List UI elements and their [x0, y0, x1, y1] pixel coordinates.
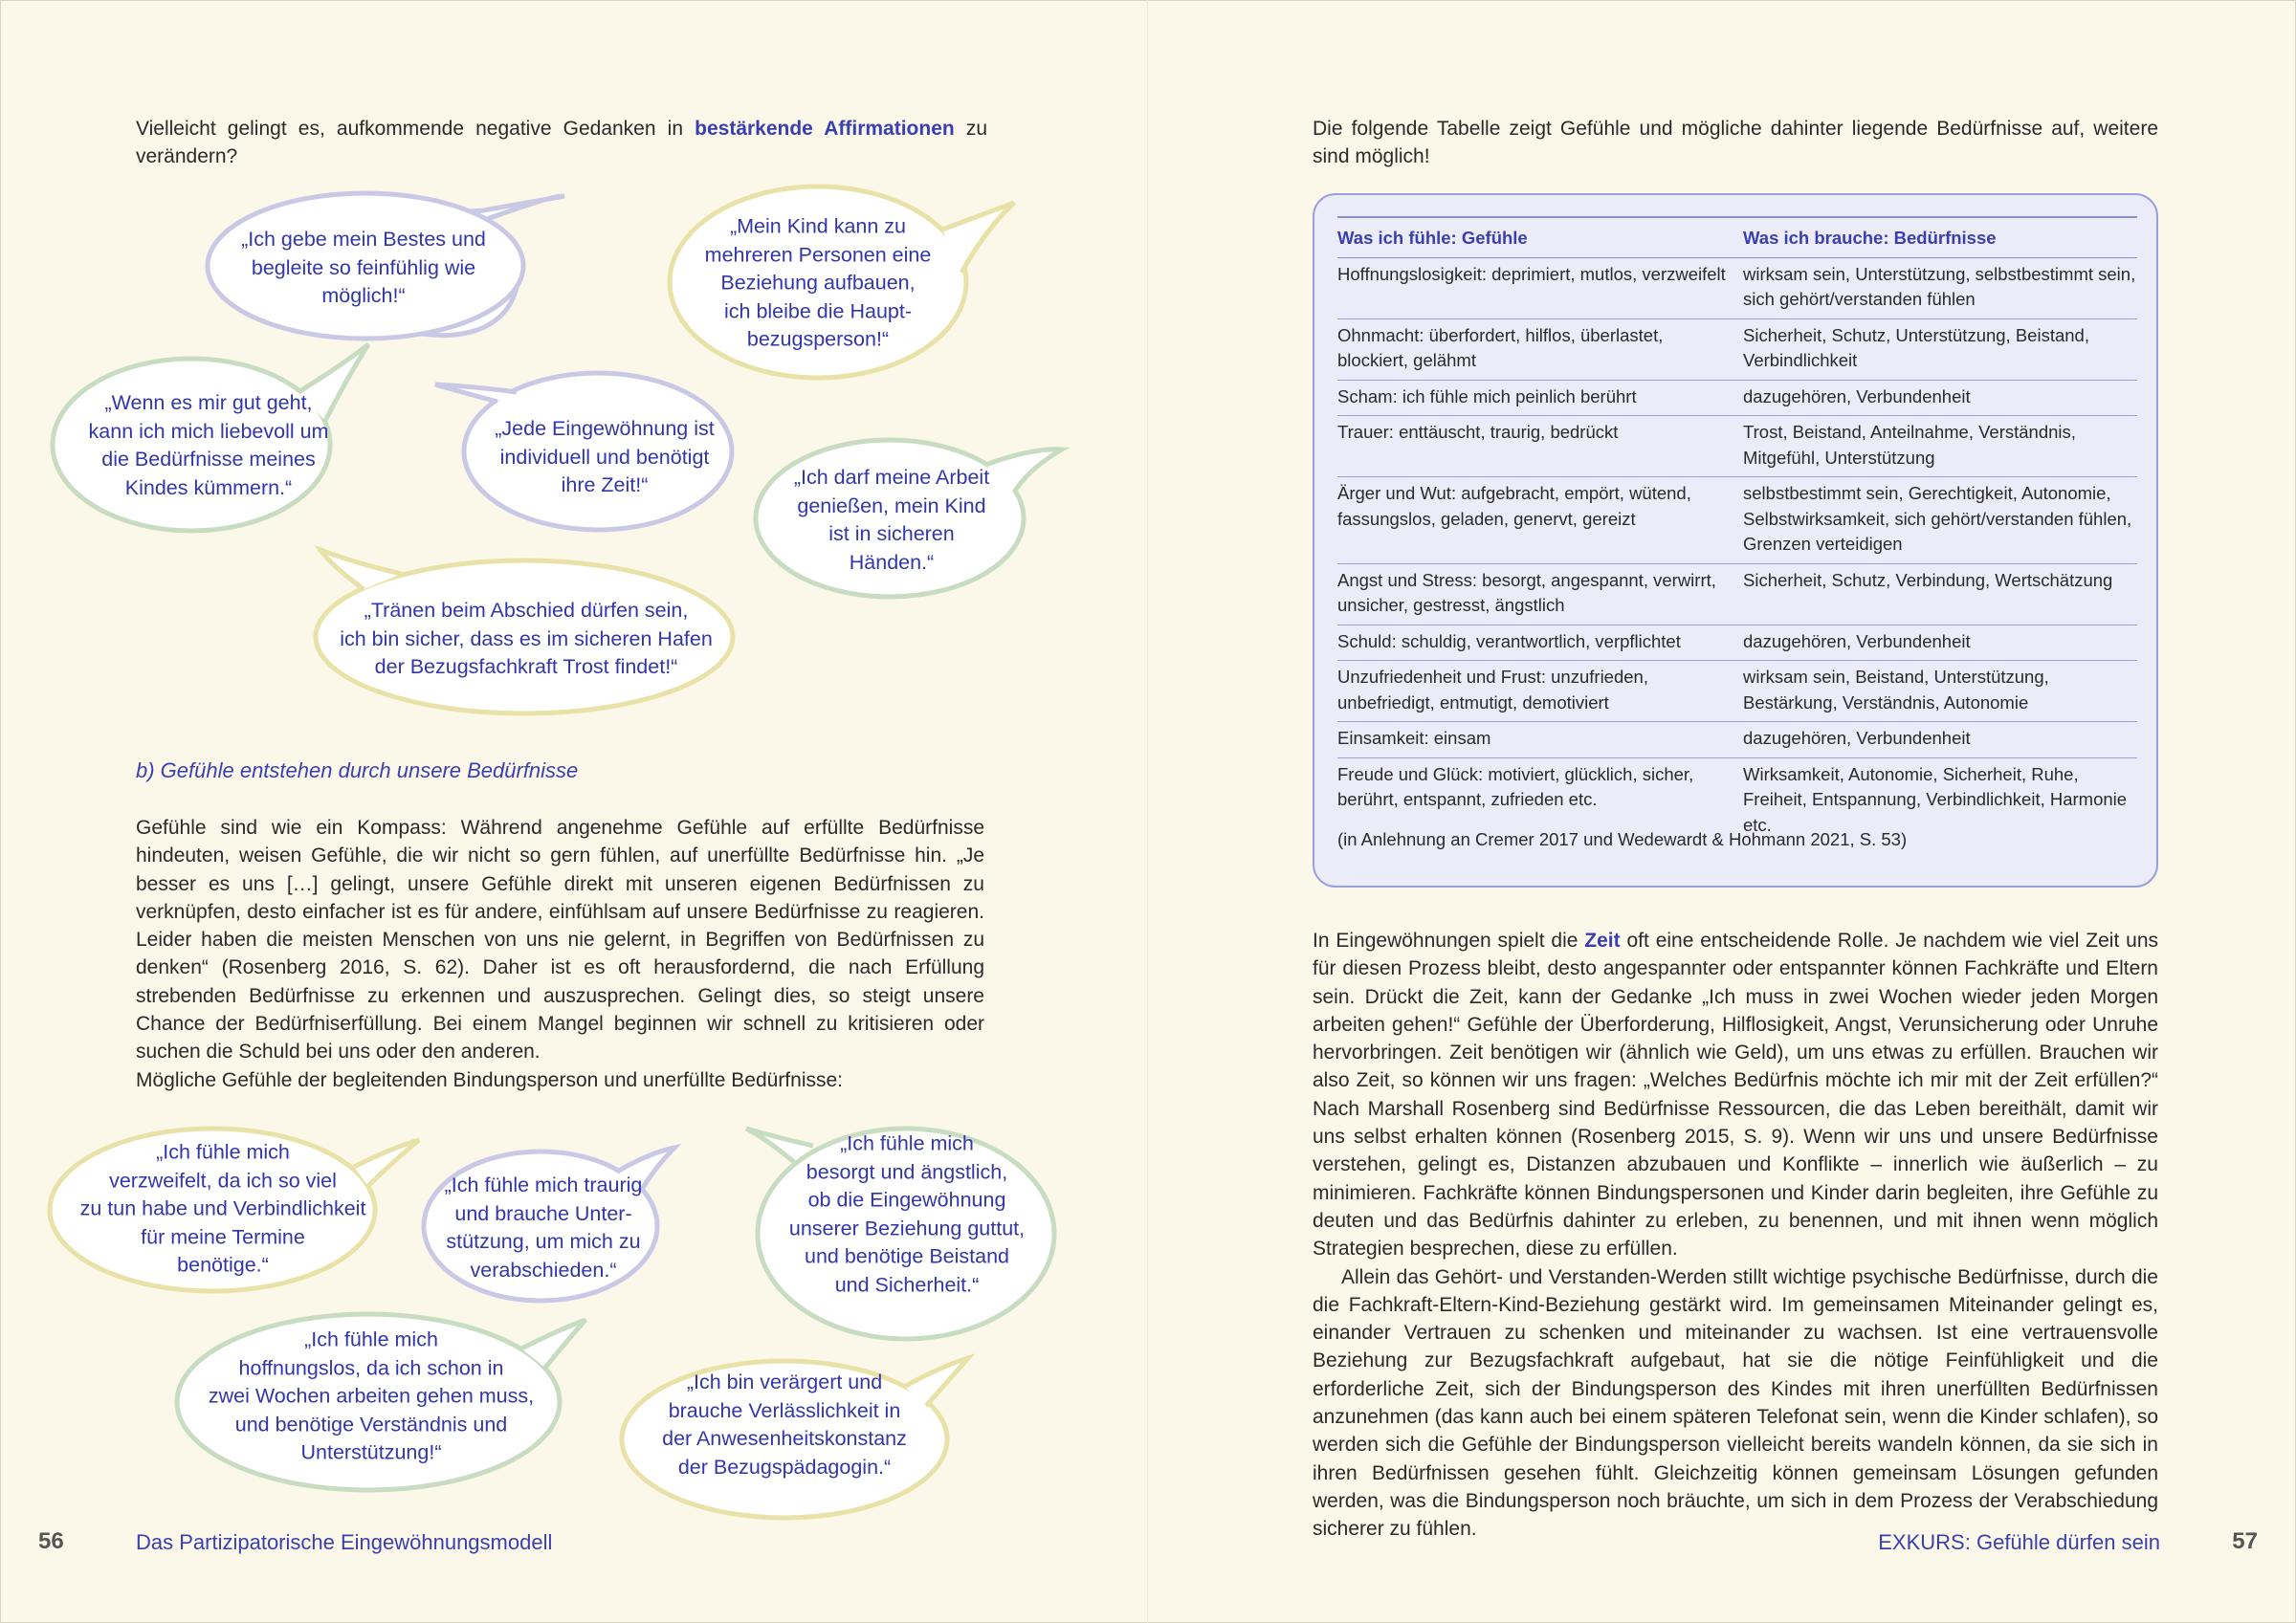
- table-row: [1337, 661, 2137, 722]
- table-body: [1337, 216, 2137, 844]
- table-row: [1337, 722, 2137, 758]
- page-number-right: 57: [2232, 1528, 2258, 1554]
- table-row: [1337, 258, 2137, 319]
- table-intro: Die folgende Tabelle zeigt Gefühle und mögliche dahinter liegende Bedürfnisse auf, weitere sind möglich!: [1313, 118, 2158, 168]
- affirmation-text: „Mein Kind kann zu mehreren Personen eine Beziehung aufbauen, ich bleibe die Haupt- bezugsperson!“: [704, 214, 932, 351]
- feeling-text: „Ich fühle mich traurig und brauche Unter- stützung, um mich zu verabschieden.“: [444, 1173, 643, 1282]
- affirmation-text: „Wenn es mir gut geht, kann ich mich liebevoll um die Bedürfnisse meines Kindes kümmern.“: [88, 391, 329, 499]
- table-cell: wirksam sein, Unterstützung, selbstbestimmt sein, sich gehört/verstanden fühlen: [1743, 263, 2136, 309]
- table-row: [1337, 625, 2137, 662]
- table-cell: Scham: ich fühle mich peinlich berührt: [1337, 385, 1637, 406]
- footer-right: EXKURS: Gefühle dürfen sein: [1878, 1530, 2160, 1554]
- feeling-text: „Ich fühle mich hoffnungslos, da ich schon in zwei Wochen arbeiten gehen muss, und benötige Verständnis und Unterstützung!“: [208, 1327, 535, 1464]
- table-cell: Schuld: schuldig, verantwortlich, verpflichtet: [1337, 630, 1681, 651]
- table-cell: Angst und Stress: besorgt, angespannt, verwirrt, unsicher, gestresst, ängstlich: [1337, 569, 1716, 615]
- table-cell: Freude und Glück: motiviert, glücklich, sicher, berührt, entspannt, zufrieden etc.: [1337, 763, 1694, 809]
- table-cell: wirksam sein, Beistand, Unterstützung, Bestärkung, Verständnis, Autonomie: [1743, 667, 2049, 713]
- body-paragraph-right: In Eingewöhnungen spielt die Zeit oft eine entscheidende Rolle. Je nachdem wie viel Zeit uns für diesen Prozess bleibt, desto angespannter oder entspannter können Fachkräfte und Eltern sein. Drückt die Zeit, kann der Gedanke „Ich muss in zwei Wochen wieder jeden Morgen arbeiten gehen!“ Gefühle der Überforderung, Hilflosigkeit, Angst, Verunsicherung oder Unruhe hervorbringen. Zeit benötigen wir (ähnlich wie Geld), um uns etwas zu erfüllen. Brauchen wir also Zeit, so können wir uns fragen: „Welches Bedürfnis möchte ich mir mit der Zeit erfüllen?“ Nach Marshall Rosenberg sind Bedürfnisse Ressourcen, die das Leben bereithält, damit wir uns selbst erhalten können (Rosenberg 2015, S. 9). Wenn wir uns und unsere Bedürfnisse verstehen, gelingt es, Distanzen abzubauen und Konflikte – innerlich wie äußerlich – zu minimieren. Fachkräfte können Bindungspersonen und Kinder darin begleiten, ihre Gefühle zu deuten und das Bedürfnis dahinter zu erleben, zu benennen, und mit ihnen wenn möglich Strategien besprechen, diese zu erfüllen. Allein das Gehört- und Verstanden-Werden stillt wichtige psychische Bedürfnisse, durch die die Fachkraft-Eltern-Kind-Beziehung gestärkt wird. Im gemeinsamen Miteinander gelingt es, einander Vertrauen zu schenken und miteinander zu wachsen. Ist eine vertrauensvolle Beziehung zur Bezugsfachkraft aufgebaut, hat sie die nötige Feinfühligkeit und die erforderliche Zeit, sich der Bindungsperson des Kindes mit ihren unerfüllten Bedürfnissen anzunehmen (das kann auch bei einem späteren Telefonat sein, wenn die Kinder schlafen), so werden sich die Gefühle der Bindungsperson vielleicht bereits wandeln können, da sie sich in ihren Bedürfnissen gesehen fühlt. Gleichzeitig können gemeinsam Lösungen gefunden werden, was die Bindungsperson noch bräuchte, um sich in dem Prozess der Verabschiedung sicherer zu fühlen.: [1313, 930, 2158, 1541]
- table-cell: Ärger und Wut: aufgebracht, empört, wütend, fassungslos, geladen, genervt, gereizt: [1337, 483, 1691, 529]
- footer-left: Das Partizipatorische Eingewöhnungsmodell: [136, 1530, 553, 1554]
- section-heading: b) Gefühle entstehen durch unsere Bedürfnisse: [136, 758, 579, 782]
- feeling-text: „Ich fühle mich besorgt und ängstlich, ob die Eingewöhnung unserer Beziehung guttut, und benötige Beistand und Sicherheit.“: [788, 1131, 1026, 1296]
- table-cell: Sicherheit, Schutz, Unterstützung, Beistand, Verbindlichkeit: [1743, 324, 2089, 370]
- affirmation-text: „Ich gebe mein Bestes und begleite so feinfühlig wie möglich!“: [241, 227, 486, 307]
- table-header-cell: Was ich brauche: Bedürfnisse: [1743, 228, 1997, 248]
- zeit-highlight: Zeit: [1584, 930, 1621, 952]
- table-cell: dazugehören, Verbundenheit: [1743, 630, 1971, 651]
- table-cell: dazugehören, Verbundenheit: [1743, 728, 1971, 748]
- table-cell: Ohnmacht: überfordert, hilflos, überlastet, blockiert, gelähmt: [1337, 324, 1664, 370]
- affirmation-text: „Jede Eingewöhnung ist individuell und benötigt ihre Zeit!“: [495, 416, 715, 496]
- table-cell: Sicherheit, Schutz, Verbindung, Wertschätzung: [1743, 569, 2113, 590]
- table-header-row: [1337, 218, 2137, 258]
- feelings-needs-table: [1313, 193, 2158, 888]
- page-number-left: 56: [38, 1528, 64, 1554]
- intro-highlight: bestärkende Affirmationen: [695, 118, 955, 140]
- intro-text: Vielleicht gelingt es, aufkommende negative Gedanken in bestärkende Affirmationen zu verändern?: [136, 118, 988, 168]
- table-cell: Unzufriedenheit und Frust: unzufrieden, unbefriedigt, entmutigt, demotiviert: [1337, 667, 1648, 713]
- table-header-cell: Was ich fühle: Gefühle: [1337, 228, 1528, 248]
- affirmation-text: „Tränen beim Abschied dürfen sein, ich bin sicher, dass es im sicheren Hafen der Bezugsfachkraft Trost findet!“: [340, 598, 713, 678]
- table-row: [1337, 381, 2137, 417]
- table-cell: Wirksamkeit, Autonomie, Sicherheit, Ruhe, Freiheit, Entspannung, Verbindlichkeit, Harmonie etc.: [1743, 763, 2128, 835]
- table-row: [1337, 564, 2137, 625]
- table-cell: selbstbestimmt sein, Gerechtigkeit, Autonomie, Selbstwirksamkeit, sich gehört/verstanden fühlen, Grenzen verteidigen: [1743, 483, 2132, 554]
- table-row: [1337, 319, 2137, 381]
- table-row: [1337, 416, 2137, 477]
- feeling-text: „Ich bin verärgert und brauche Verlässlichkeit in der Anwesenheitskonstanz der Bezugspädagogin.“: [662, 1371, 907, 1479]
- table-cell: Trauer: enttäuscht, traurig, bedrückt: [1337, 422, 1619, 442]
- table-cell: Trost, Beistand, Anteilnahme, Verständnis, Mitgefühl, Unterstützung: [1743, 422, 2076, 468]
- affirmation-text: „Ich darf meine Arbeit genießen, mein Kind ist in sicheren Händen.“: [793, 466, 990, 574]
- feeling-text: „Ich fühle mich verzweifelt, da ich so viel zu tun habe und Verbindlichkeit für meine Termine benötige.“: [79, 1140, 366, 1277]
- body-paragraph: Gefühle sind wie ein Kompass: Während angenehme Gefühle auf erfüllte Bedürfnisse hindeuten, weisen Gefühle, die wir nicht so gern fühlen, auf unerfüllte Bedürfnisse hin. „Je besser es uns […] gelingt, unsere Gefühle direkt mit unseren eigenen Bedürfnissen zu verknüpfen, desto einfacher ist es für andere, einfühlsam auf unsere Bedürfnisse zu reagieren. Leider haben die meisten Menschen von uns nie gelernt, in Begriffen von Bedürfnissen zu denken“ (Rosenberg 2016, S. 62). Daher ist es oft herausfordernd, die nach Erfüllung strebenden Bedürfnisse zu erkennen und auszusprechen. Gelingt dies, so steigt unsere Chance der Bedürfniserfüllung. Bei einem Mangel beginnen wir schnell zu kritisieren oder suchen die Schuld bei uns oder den anderen.: [136, 817, 984, 1064]
- table-cell: Hoffnungslosigkeit: deprimiert, mutlos, verzweifelt: [1337, 263, 1726, 284]
- table-row: [1337, 477, 2137, 564]
- feelings-intro: Mögliche Gefühle der begleitenden Bindungsperson und unerfüllte Bedürfnisse:: [136, 1069, 843, 1091]
- table-cell: Einsamkeit: einsam: [1337, 728, 1491, 748]
- table-cell: dazugehören, Verbundenheit: [1743, 385, 1971, 406]
- table-source: (in Anlehnung an Cremer 2017 und Wedewardt & Hohmann 2021, S. 53): [1337, 829, 1908, 849]
